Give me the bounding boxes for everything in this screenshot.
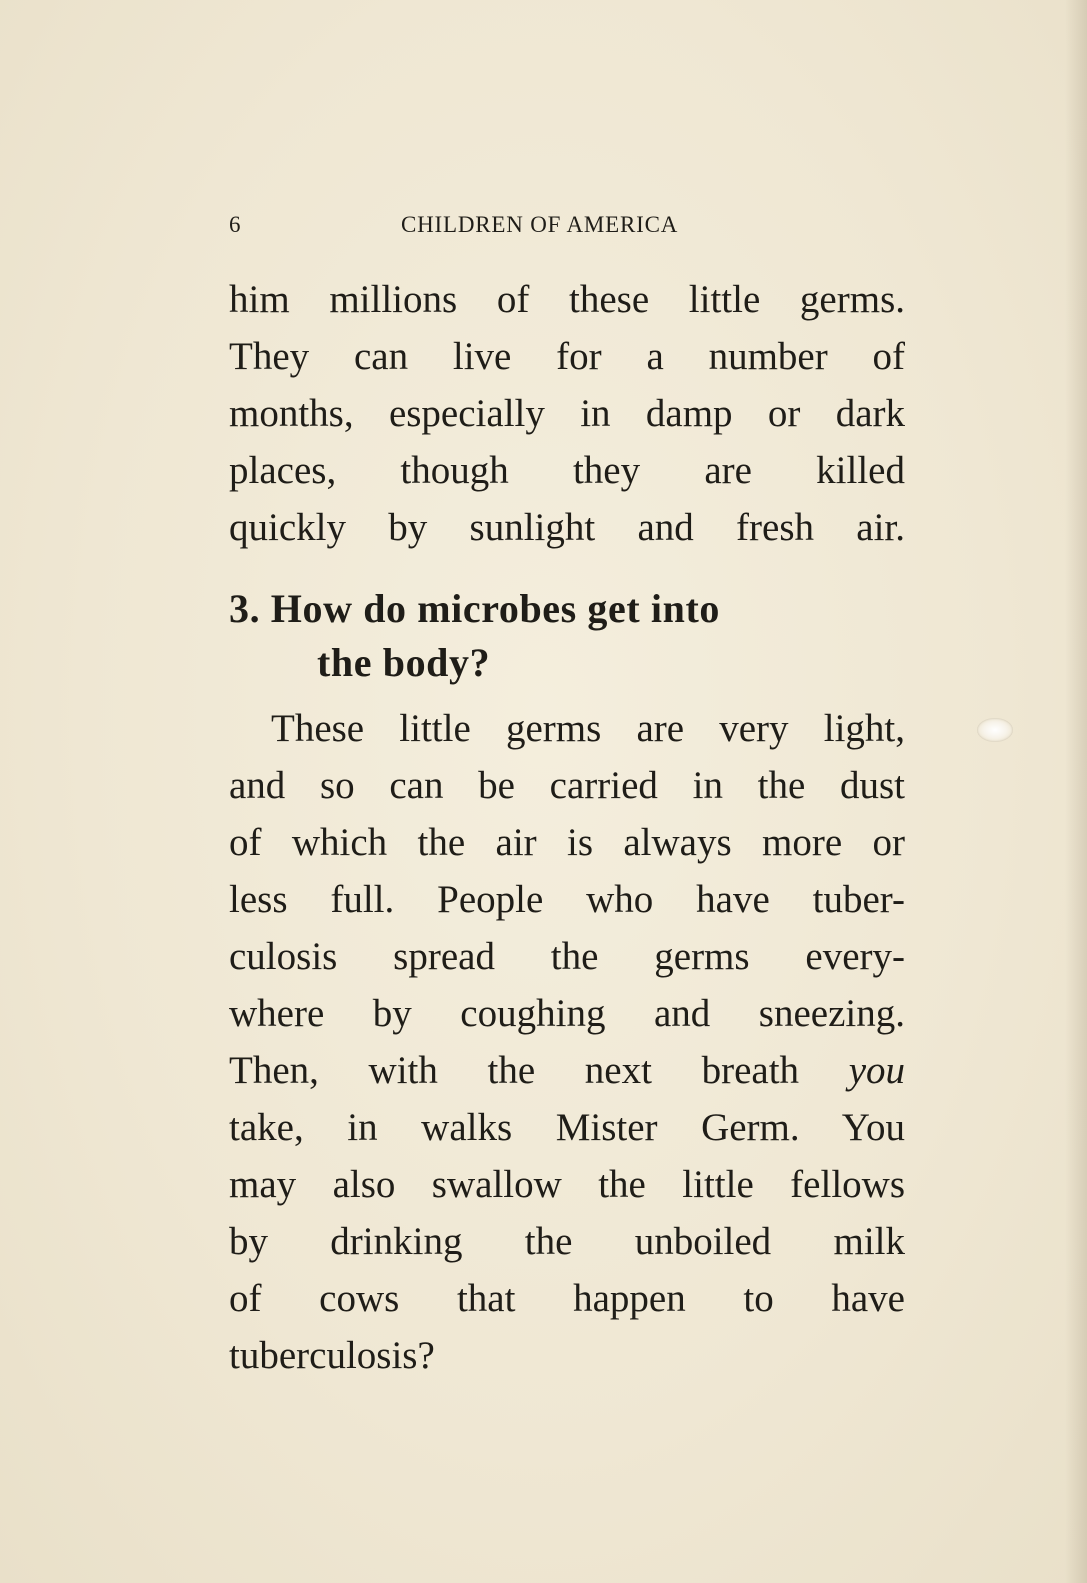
text-line: culosis spread the germs every- [229, 935, 905, 978]
text-line: less full. People who have tuber- [229, 878, 905, 921]
text-line: may also swallow the little fellows [229, 1163, 905, 1206]
text-line: quickly by sunlight and fresh air. [229, 506, 905, 549]
page-header [229, 210, 905, 242]
italic-word: you [848, 1049, 905, 1092]
text-line: of which the air is always more or [229, 821, 905, 864]
text-line: him millions of these little germs. [229, 278, 905, 321]
text-run: Then, with the next breath [229, 1049, 849, 1092]
text-line: take, in walks Mister Germ. You [229, 1106, 905, 1149]
page-number: 6 [229, 212, 241, 237]
text-line: by drinking the unboiled milk [229, 1220, 905, 1263]
heading-line: the body? [317, 640, 491, 685]
paper-blemish [977, 718, 1013, 742]
paragraph-answer [229, 700, 905, 1384]
section-heading [229, 582, 905, 690]
paragraph-continued [229, 271, 905, 556]
text-line: They can live for a number of [229, 335, 905, 378]
text-line: and so can be carried in the dust [229, 764, 905, 807]
text-line: places, though they are killed [229, 449, 905, 492]
page-edge-shadow [1065, 0, 1087, 1583]
running-head: CHILDREN OF AMERICA [401, 212, 679, 237]
text-line: months, especially in damp or dark [229, 392, 905, 435]
text-line-with-italic [229, 1042, 905, 1099]
text-line: of cows that happen to have [229, 1277, 905, 1320]
text-line: where by coughing and sneezing. [229, 992, 905, 1035]
heading-line: 3. How do microbes get into [229, 586, 720, 631]
text-line: These little germs are very light, [271, 707, 905, 750]
text-line: tuberculosis? [229, 1334, 435, 1377]
